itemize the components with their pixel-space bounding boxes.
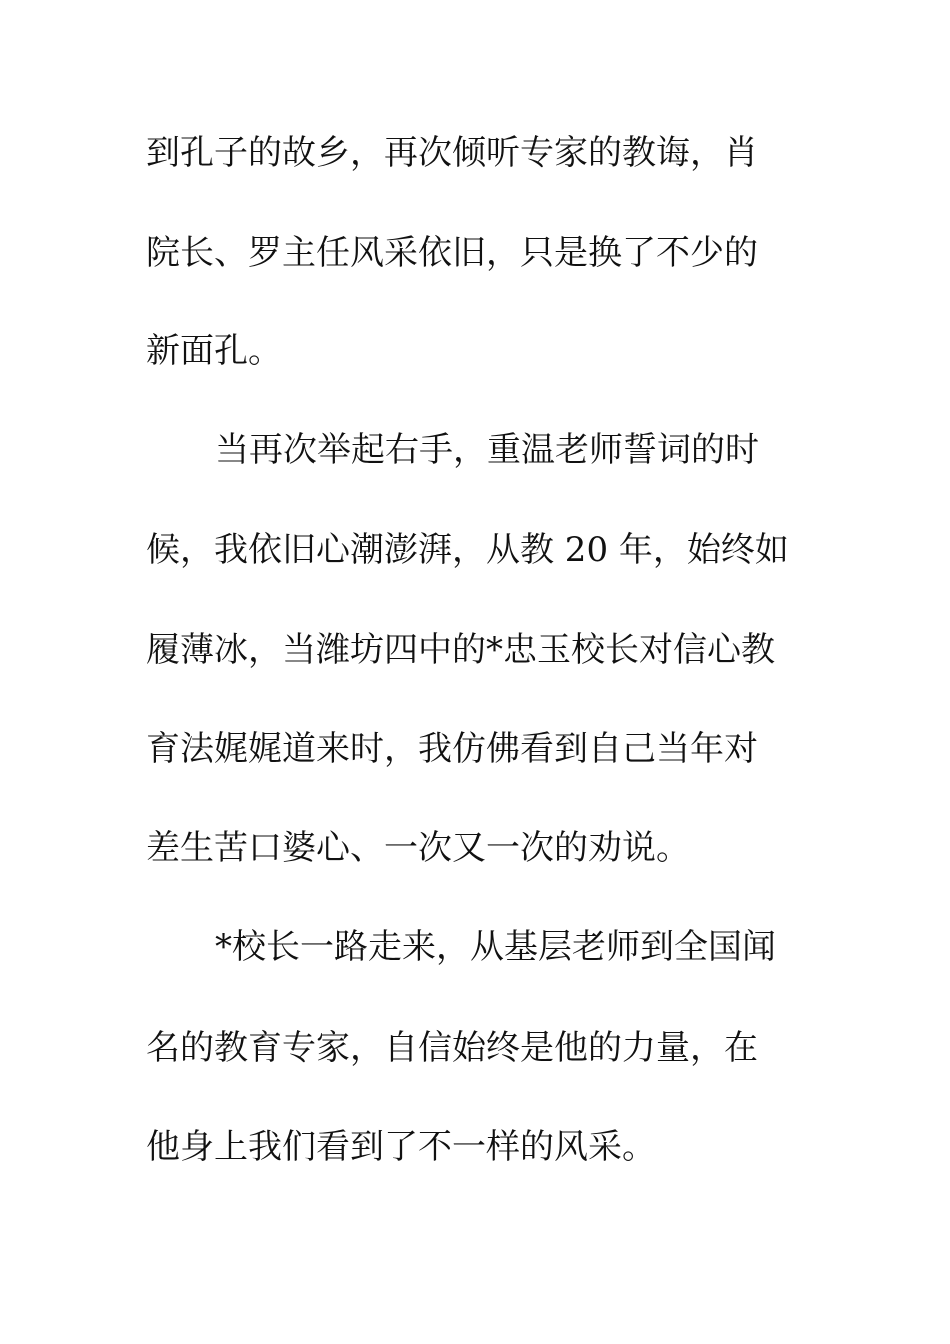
paragraph-2-line-5: 差生苦口婆心、一次又一次的劝说。: [146, 828, 690, 868]
paragraph-2-line-3: 履薄冰，当潍坊四中的*忠玉校长对信心教: [146, 630, 775, 670]
paragraph-3-line-3: 他身上我们看到了不一样的风采。: [146, 1127, 656, 1167]
paragraph-2-line-4: 育法娓娓道来时，我仿佛看到自己当年对: [146, 729, 758, 769]
paragraph-3-line-2: 名的教育专家，自信始终是他的力量，在: [146, 1028, 758, 1068]
paragraph-1-line-2: 院长、罗主任风采依旧，只是换了不少的: [146, 233, 758, 273]
paragraph-2-line-1: 当再次举起右手，重温老师誓词的时: [215, 430, 759, 470]
paragraph-2-line-2: 候，我依旧心潮澎湃，从教 20 年，始终如: [146, 530, 789, 570]
paragraph-1-line-3: 新面孔。: [146, 331, 282, 371]
paragraph-1-line-1: 到孔子的故乡，再次倾听专家的教诲，肖: [146, 133, 758, 173]
paragraph-3-line-1: *校长一路走来，从基层老师到全国闻: [215, 927, 776, 967]
